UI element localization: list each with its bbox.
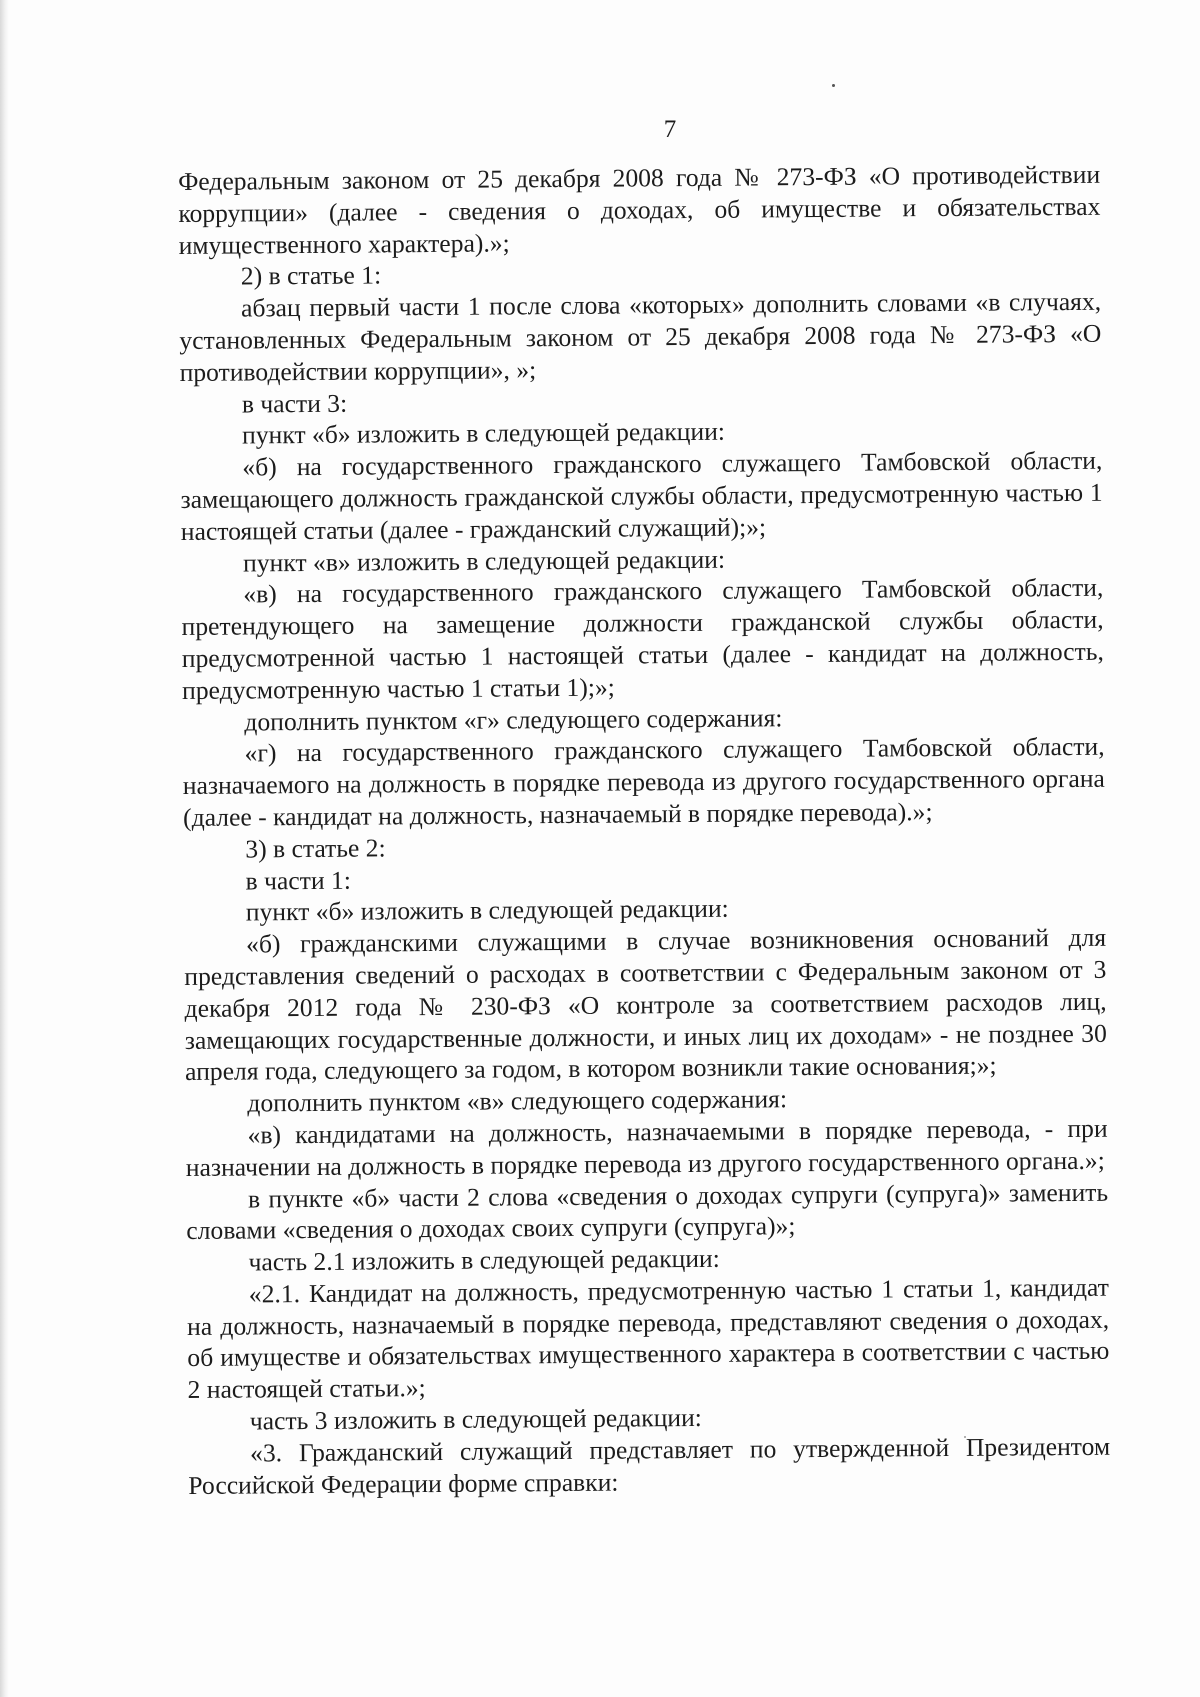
paragraph: Федеральным законом от 25 декабря 2008 года № 273-ФЗ «О противодействии коррупции» (далее - сведения о доходах, об имуществе и обязательствах имущественного характера).»; [178, 159, 1101, 260]
document-body [178, 159, 1110, 1502]
paragraph: в части 3: [241, 388, 348, 419]
paragraph: в пункте «б» части 2 слова «сведения о доходах супруги (супруга)» заменить словами «сведения о доходах своих супруги (супруга)»; [186, 1177, 1109, 1246]
page-number: 7 [663, 116, 677, 143]
paragraph: дополнить пунктом «в» следующего содержания: [247, 1084, 788, 1118]
paragraph: 2) в статье 1: [240, 260, 382, 291]
paragraph: абзац первый части 1 после слова «которых» дополнить словами «в случаях, установленных Федеральным законом от 25 декабря 2008 года № 273-ФЗ «О противодействии коррупции», »; [179, 286, 1102, 387]
paragraph: дополнить пунктом «г» следующего содержания: [244, 702, 783, 737]
paragraph: «г) на государственного гражданского служащего Тамбовской области, назначаемого на должность в порядке перевода из другого государственного органа (далее - кандидат на должность, назначаемый в порядке перевода).»; [182, 732, 1105, 832]
paragraph: «б) на государственного гражданского служащего Тамбовской области, замещающего должность гражданской службы области, предусмотренную частью 1 настоящей статьи (далее - гражданский служащий);»; [180, 445, 1103, 546]
paragraph: «в) на государственного гражданского служащего Тамбовской области, претендующего на замещение должности гражданской службы области, предусмотренной частью 1 настоящей статьи (далее - кандидат на должность, предусмотренную частью 1 статьи 1);»; [181, 573, 1104, 705]
scan-edge [0, 0, 9, 1697]
paragraph: пункт «в» изложить в следующей редакции: [243, 544, 726, 578]
paragraph: «2.1. Кандидат на должность, предусмотренную частью 1 статьи 1, кандидат на должность, назначаемый в порядке перевода, представляют сведения о доходах, об имуществе и обязательствах имущественного характера в соответствии с частью 2 настоящей статьи.»; [186, 1272, 1110, 1405]
paragraph: «б) гражданскими служащими в случае возникновения оснований для представления сведений о расходах в соответствии с Федеральным законом от 3 декабря 2012 года № 230-ФЗ «О контроле за соответствием расходов лиц, замещающих государственные должности, и иных лиц их доходам» - не позднее 30 апреля года, следующего за годом, в котором возникли такие основания;»; [184, 922, 1107, 1087]
paragraph: пункт «б» изложить в следующей редакции: [245, 894, 729, 927]
paragraph: в части 1: [245, 865, 351, 896]
scan-speck [832, 84, 835, 87]
paragraph: 3) в статье 2: [245, 833, 386, 864]
paragraph: «в) кандидатами на должность, назначаемыми в порядке перевода, - при назначении на должность в порядке перевода из другого государственного органа.»; [185, 1113, 1108, 1182]
paragraph: пункт «б» изложить в следующей редакции: [242, 417, 726, 450]
paragraph: часть 2.1 изложить в следующей редакции: [248, 1243, 720, 1277]
paragraph: «3. Гражданский служащий представляет по утвержденной Президентом Российской Федерации форме справки: [188, 1431, 1111, 1500]
paragraph: часть 3 изложить в следующей редакции: [249, 1403, 702, 1436]
